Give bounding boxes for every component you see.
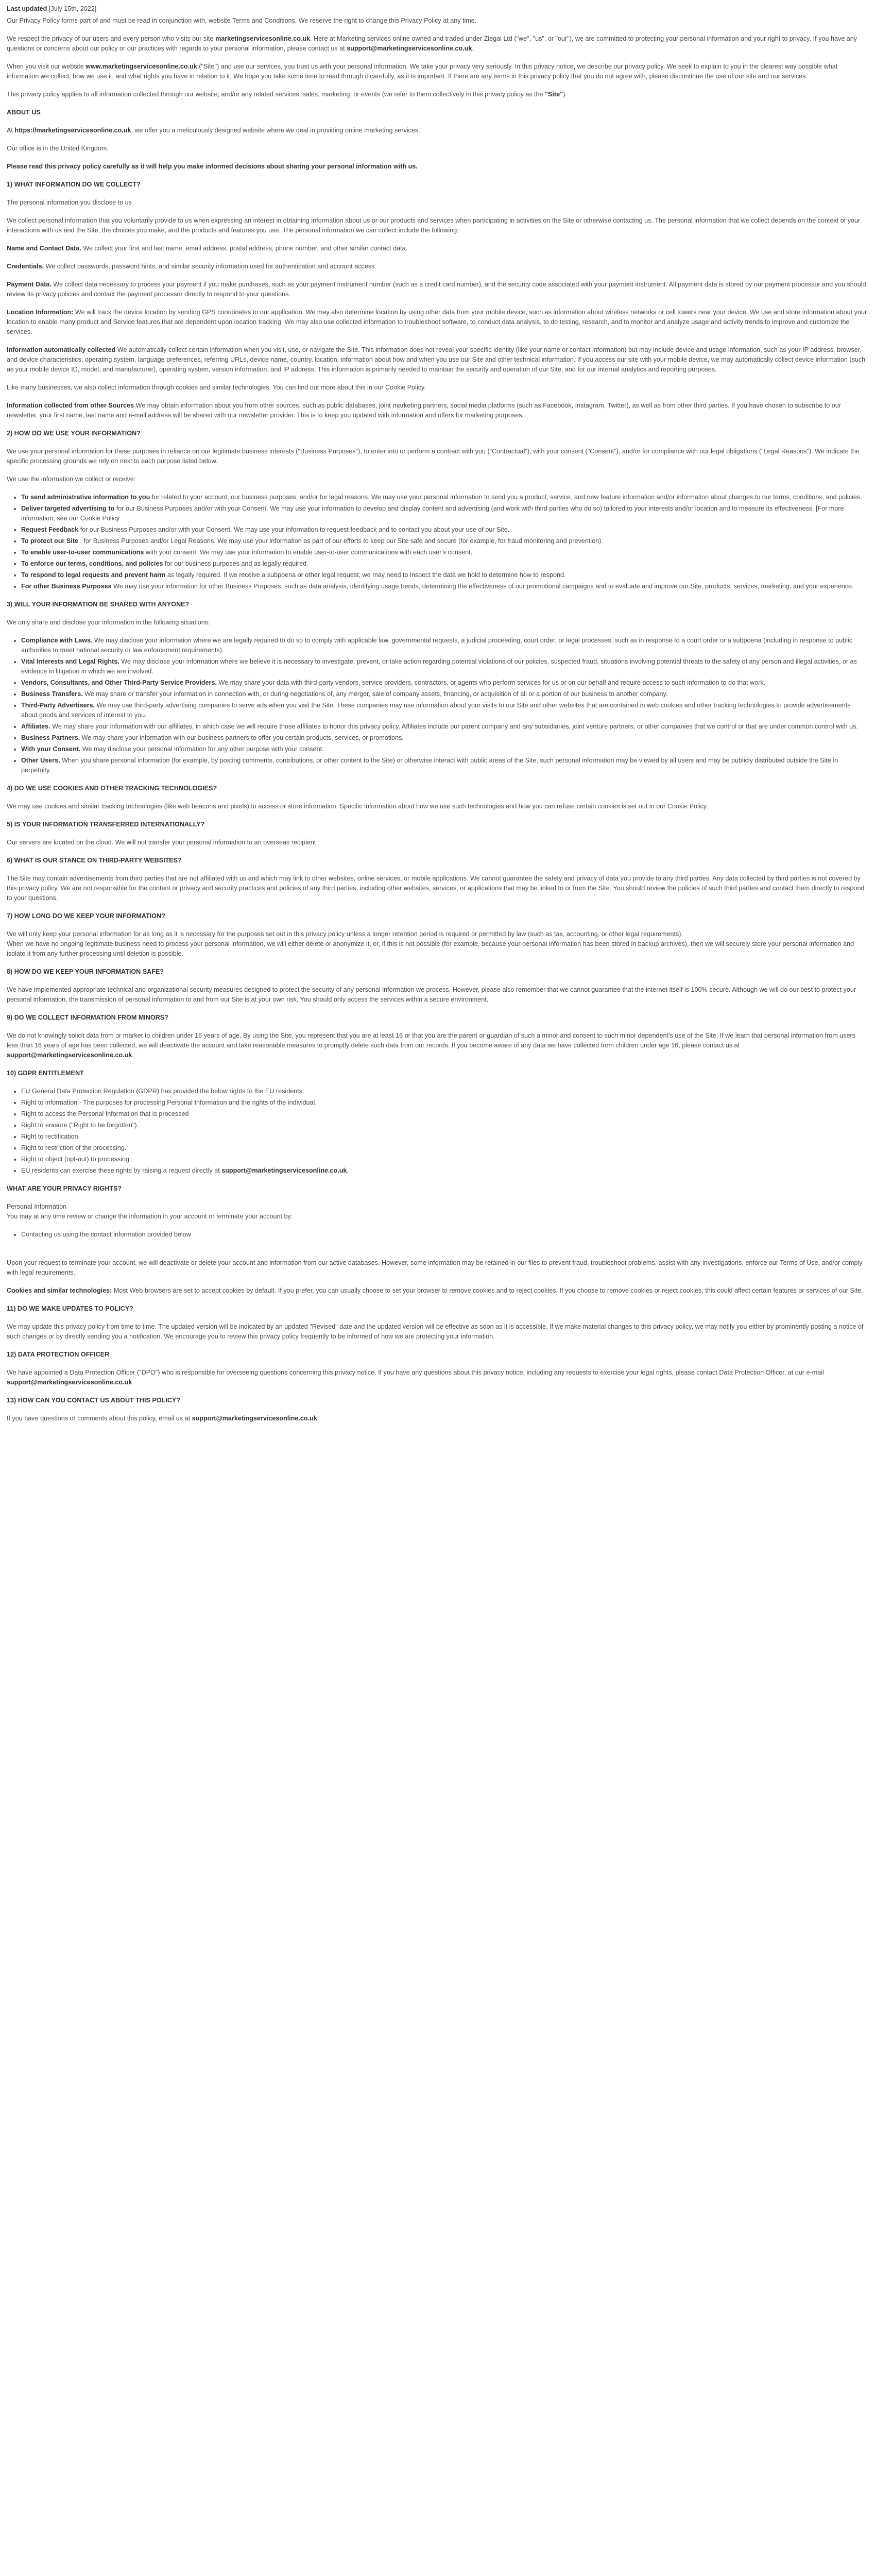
- intro-paragraph-1: Our Privacy Policy forms part of and must be read in conjunction with, website Terms and Conditions. We reserve the right to change this Privacy Policy at any time.: [7, 17, 477, 24]
- about-heading: ABOUT US: [7, 109, 41, 116]
- privacy-rights-paragraph-1: You may at any time review or change the information in your account or terminate your account by:: [7, 1213, 293, 1220]
- about-paragraph-3: Please read this privacy policy carefully as it will help you make informed decisions about sharing your personal information with us.: [7, 163, 418, 170]
- list-item: • With your Consent. We may disclose your personal information for any other purpose with your consent.: [21, 744, 868, 754]
- privacy-rights-list: [7, 1230, 868, 1240]
- list-item: • Right to object (opt-out) to processing.: [21, 1155, 868, 1164]
- section-4-paragraph: We may use cookies and similar tracking technologies (like web beacons and pixels) to access or store information. Specific information about how we use such technologies and how you can refuse certain cookies is set out in our Cookie Policy.: [7, 803, 708, 810]
- list-item: • To send administrative information to you for related to your account, our business purposes, and/or for legal reasons. We may use your personal information to send you a product, service, and new feature information and/or information about changes to our terms, conditions, and policies.: [21, 493, 868, 502]
- sharing-list: [7, 636, 868, 775]
- list-item: • EU General Data Protection Regulation (GDPR) has provided the below rights to the EU residents:: [21, 1087, 868, 1096]
- section-8-paragraph: We have implemented appropriate technical and organizational security measures designed to protect the security of any personal information we process. However, please also remember that we cannot guarantee that the internet itself is 100% secure. Although we will do our best to protect your personal information, the transmission of personal information to and from our Site is at your own risk. You should only access the services within a secure environment.: [7, 986, 856, 1003]
- list-item: • Right to rectification.: [21, 1132, 868, 1142]
- cookies-technologies: Cookies and similar technologies: Most Web browsers are set to accept cookies by default. If you prefer, you can usually choose to set your browser to remove cookies and to reject cookies. If you choose to remove cookies or reject cookies, this could affect certain features or services of our Site.: [7, 1287, 863, 1294]
- section-9-paragraph: We do not knowingly solicit data from or market to children under 16 years of age. By using the Site, you represent that you are at least 16 or that you are the parent or guardian of such a minor and consent to such minor dependent's use of the Site. If we learn that personal information from users less than 16 years of age has been collected, we will deactivate the account and take reasonable measures to promptly delete such data from our records. If you become aware of any data we have collected from children under age 16, please contact us at support@marketingservicesonline.co.uk.: [7, 1032, 855, 1059]
- section-5-heading: 5) IS YOUR INFORMATION TRANSFERRED INTERNATIONALLY?: [7, 821, 205, 828]
- section-3-paragraph: We only share and disclose your information in the following situations:: [7, 619, 210, 626]
- list-item: • Right to erasure ("Right to be forgotten").: [21, 1121, 868, 1130]
- list-item: • Business Transfers. We may share or transfer your information in connection with, or during negotiations of, any merger, sale of company assets, financing, or acquisition of all or a portion of our business to another company.: [21, 689, 868, 699]
- section-6-heading: 6) WHAT IS OUR STANCE ON THIRD-PARTY WEBSITES?: [7, 857, 182, 864]
- list-item: • Compliance with Laws. We may disclose your information where we are legally required to do so to comply with applicable law, governmental requests, a judicial proceeding, court order, or legal processes, such as in response to a court order or a subpoena (including in response to public authorities to meet national security or law enforcement requirements).: [21, 636, 868, 655]
- support-email-link[interactable]: support@marketingservicesonline.co.uk: [221, 1167, 347, 1174]
- gdpr-list: [7, 1087, 868, 1176]
- list-item: • Business Partners. We may share your information with our business partners to offer you certain products, services, or promotions.: [21, 733, 868, 743]
- location-information: Location Information: We will track the device location by sending GPS coordinates to our application. We may also determine location by using other data from your mobile device, such as information about wireless networks or cell towers near your device. We use and store information about your location to enable many product and Service features that are dependent upon location tracking. We may also use collected information to troubleshoot software, to conduct data analysis, to do testing, research, and to monitor and analyze usage and activity trends to improve and customize the services.: [7, 309, 867, 335]
- intro-paragraph-4: This privacy policy applies to all information collected through our website, and/or any related services, sales, marketing, or events (we refer to them collectively in this privacy policy as the "Site").: [7, 91, 567, 98]
- site-url: https://marketingservicesonline.co.uk: [14, 127, 131, 134]
- list-item: • Affiliates. We may share your information with our affiliates, in which case we will require those affiliates to honor this privacy policy. Affiliates include our parent company and any subsidiaries, joint venture partners, or other companies that we control or that are under common control with us.: [21, 722, 868, 732]
- section-1-heading: 1) WHAT INFORMATION DO WE COLLECT?: [7, 181, 141, 188]
- support-email-link[interactable]: support@marketingservicesonline.co.uk: [7, 1052, 132, 1059]
- support-email-link[interactable]: support@marketingservicesonline.co.uk: [7, 1379, 132, 1386]
- section-8-heading: 8) HOW DO WE KEEP YOUR INFORMATION SAFE?: [7, 968, 164, 975]
- section-10-heading: 10) GDPR ENTITLEMENT: [7, 1070, 84, 1077]
- list-item: • To enable user-to-user communications with your consent. We may use your information to enable user-to-user communications with each user's consent.: [21, 548, 868, 557]
- section-11-paragraph: We may update this privacy policy from time to time. The updated version will be indicated by an updated "Revised" date and the updated version will be effective as soon as it is accessible. If we make material changes to this privacy policy, we may notify you either by prominently posting a notice of such changes or by directly sending you a notification. We encourage you to review this privacy policy frequently to be informed of how we are protecting your information.: [7, 1323, 864, 1340]
- list-item: • To enforce our terms, conditions, and policies for our business purposes and as legally required.: [21, 559, 868, 569]
- section-2-paragraph-2: We use the information we collect or receive:: [7, 476, 136, 483]
- section-13-heading: 13) HOW CAN YOU CONTACT US ABOUT THIS POLICY?: [7, 1397, 181, 1404]
- list-item: • Other Users. When you share personal information (for example, by posting comments, contributions, or other content to the Site) or otherwise interact with public areas of the Site, such personal information may be viewed by all users and may be publicly distributed outside the Site in perpetuity.: [21, 756, 868, 775]
- list-item: • Third-Party Advertisers. We may use third-party advertising companies to serve ads when you visit the Site. These companies may use information about your visits to our Site and other websites that are contained in web cookies and other tracking technologies to provide advertisements about goods and services of interest to you.: [21, 701, 868, 720]
- automatic-information: Information automatically collected We automatically collect certain information when you visit, use, or navigate the Site. This information does not reveal your specific identity (like your name or contact information) but may include device and usage information, such as your IP address, browser, and device characteristics, operating system, language preferences, referring URLs, device name, country, location, information about how and when you use our Site and other technical information. If you access our site with your mobile device, we may automatically collect device information (such as your mobile device ID, model, and manufacturer), operating system, version information, and IP address. This information is primarily needed to maintain the security and operation of our Site, and for our internal analytics and reporting purposes.: [7, 346, 866, 373]
- last-updated: [7, 4, 868, 14]
- list-item: • To protect our Site , for Business Purposes and/or Legal Reasons. We may use your information as part of our efforts to keep our Site safe and secure (for example, for fraud monitoring and prevention).: [21, 536, 868, 546]
- about-paragraph-2: Our office is in the United Kingdom.: [7, 145, 109, 152]
- intro-paragraph-3: When you visit our website www.marketingservicesonline.co.uk ("Site") and use our services, you trust us with your personal information. We take your privacy very seriously. In this privacy notice, we describe our privacy policy. We seek to explain to you in the clearest way possible what information we collect, how we use it, and what rights you have in relation to it. We hope you take some time to read through it carefully, as it is important. If there are any terms in this privacy policy that you do not agree with, please discontinue the use of our site and our services.: [7, 63, 838, 80]
- section-5-paragraph: Our servers are located on the cloud. We will not transfer your personal information to an overseas recipient: [7, 839, 316, 846]
- section-12-heading: 12) DATA PROTECTION OFFICER: [7, 1351, 110, 1358]
- section-3-heading: 3) WILL YOUR INFORMATION BE SHARED WITH ANYONE?: [7, 601, 190, 608]
- list-item: • Right to restriction of the processing.: [21, 1143, 868, 1153]
- intro-paragraph-2: We respect the privacy of our users and every person who visits our site marketingservicesonline.co.uk. Here at Marketing services online owned and traded under Ziegal Ltd ("we", "us", or "our"), we are committed to protecting your personal information and your right to privacy. If you have any questions or concerns about our policy or our practices with regards to your personal information, please contact us at support@marketingservicesonline.co.uk.: [7, 35, 857, 52]
- support-email-link[interactable]: support@marketingservicesonline.co.uk: [347, 45, 472, 52]
- personal-information-subheading: Personal Information: [7, 1203, 67, 1210]
- list-item: • EU residents can exercise these rights by raising a request directly at support@marketingservicesonline.co.uk.: [21, 1166, 868, 1176]
- cookies-note: Like many businesses, we also collect information through cookies and similar technologies. You can find out more about this in our Cookie Policy.: [7, 384, 426, 391]
- name-contact-data: Name and Contact Data. We collect your first and last name, email address, postal address, phone number, and other similar contact data.: [7, 245, 408, 252]
- payment-data: Payment Data. We collect data necessary to process your payment if you make purchases, such as your payment instrument number (such as a credit card number), and the security code associated with your payment instrument. All payment data is stored by our payment processor and you should review its privacy policies and contact the payment processor directly to respond to your questions.: [7, 281, 866, 298]
- site-url: www.marketingservicesonline.co.uk: [85, 63, 197, 70]
- section-2-paragraph-1: We use your personal information for these purposes in reliance on our legitimate business interests ("Business Purposes"), to enter into or perform a contract with you ("Contractual"), with your consent ("Consent"), and/or for compliance with our legal obligations ("Legal Reasons"). We indicate the specific processing grounds we rely on next to each purpose listed below.: [7, 448, 860, 465]
- list-item: • Vendors, Consultants, and Other Third-Party Service Providers. We may share your data with third-party vendors, service providers, contractors, or agents who perform services for us or on our behalf and require access to such information to do that work.: [21, 678, 868, 688]
- section-4-heading: 4) DO WE USE COOKIES AND OTHER TRACKING TECHNOLOGIES?: [7, 785, 217, 792]
- list-item: • Request Feedback for our Business Purposes and/or with your Consent. We may use your information to request feedback and to contact you about your use of our Site.: [21, 525, 868, 535]
- privacy-rights-heading: WHAT ARE YOUR PRIVACY RIGHTS?: [7, 1185, 122, 1192]
- list-item: • For other Business Purposes We may use your information for other Business Purposes, such as data analysis, identifying usage trends, determining the effectiveness of our promotional campaigns and to evaluate and improve our Site, products, services, marketing, and your experience.: [21, 582, 868, 591]
- section-7-paragraph: We will only keep your personal information for as long as it is necessary for the purposes set out in this privacy policy unless a longer retention period is required or permitted by law (such as tax, accounting, or other legal requirements).: [7, 930, 683, 938]
- section-7-heading: 7) HOW LONG DO WE KEEP YOUR INFORMATION?: [7, 912, 165, 920]
- about-paragraph-1: At https://marketingservicesonline.co.uk, we offer you a meticulously designed website where we deal in providing online marketing services.: [7, 127, 420, 134]
- section-9-heading: 9) DO WE COLLECT INFORMATION FROM MINORS?: [7, 1014, 168, 1021]
- privacy-rights-paragraph-2: Upon your request to terminate your account, we will deactivate or delete your account and information from our active databases. However, some information may be retained in our files to prevent fraud, troubleshoot problems, assist with any investigations, enforce our Terms of Use, and/or comply with legal requirements.: [7, 1259, 863, 1276]
- support-email-link[interactable]: support@marketingservicesonline.co.uk: [192, 1415, 317, 1422]
- section-12-paragraph: We have appointed a Data Protection Officer ("DPO") who is responsible for overseeing questions concerning this privacy notice. If you have any questions about this privacy notice, including any requests to exercise your legal rights, please contact Data Protection Officer, at our e-mail support@marketingservicesonline.co.uk: [7, 1369, 824, 1386]
- site-domain: marketingservicesonline.co.uk: [215, 35, 311, 42]
- section-1-subheading: The personal information you disclose to us: [7, 199, 132, 206]
- section-11-heading: 11) DO WE MAKE UPDATES TO POLICY?: [7, 1305, 133, 1312]
- section-7-paragraph-2: When we have no ongoing legitimate business need to process your personal information, we will either delete or anonymize it, or, if this is not possible (for example, because your personal information has been stored in backup archives), then we will securely store your personal information and isolate it from any further processing until deletion is possible.: [7, 940, 854, 957]
- credentials: Credentials. We collect passwords, password hints, and similar security information used for authentication and account access.: [7, 263, 376, 270]
- section-1-paragraph: We collect personal information that you voluntarily provide to us when expressing an interest in obtaining information about us or our products and services when participating in activities on the Site or otherwise contacting us. The personal information that we collect depends on the context of your interactions with us and the Site, the choices you make, and the products and features you use. The personal information we can collect include the following:: [7, 217, 861, 234]
- section-13-paragraph: If you have questions or comments about this policy, email us at support@marketingservicesonline.co.uk.: [7, 1415, 319, 1422]
- list-item: • To respond to legal requests and prevent harm as legally required. If we receive a subpoena or other legal request, we may need to inspect the data we hold to determine how to respond.: [21, 570, 868, 580]
- usage-list: [7, 493, 868, 591]
- other-sources: Information collected from other Sources We may obtain information about you from other sources, such as public databases, joint marketing partners, social media platforms (such as Facebook, Instagram, Twitter), as well as from other third parties. If you have chosen to subscribe to our newsletter, your first name, last name and e-mail address will be shared with our newsletter provider. This is to keep you updated with information and offers for marketing purposes.: [7, 402, 841, 419]
- last-updated-date: [July 15th, 2022]: [48, 5, 97, 12]
- list-item: • Right to access the Personal Information that is processed: [21, 1109, 868, 1119]
- list-item: • Vital Interests and Legal Rights. We may disclose your information where we believe it is necessary to investigate, prevent, or take action regarding potential violations of our policies, suspected fraud, situations involving potential threats to the safety of any person and illegal activities, or as evidence in litigation in which we are involved.: [21, 657, 868, 676]
- section-2-heading: 2) HOW DO WE USE YOUR INFORMATION?: [7, 430, 141, 437]
- list-item: • Right to information - The purposes for processing Personal Information and the rights of the individual.: [21, 1098, 868, 1108]
- list-item: • Contacting us using the contact information provided below: [21, 1230, 868, 1240]
- section-6-paragraph: The Site may contain advertisements from third parties that are not affiliated with us and which may link to other websites, online services, or mobile applications. We cannot guarantee the safety and privacy of data you provide to any third parties. Any data collected by third parties is not covered by this privacy policy. We are not responsible for the content or privacy and security practices and policies of any third parties, including other websites, services, or applications that may be linked to or from the Site. You should review the policies of such third parties and contact them directly to respond to your questions.: [7, 875, 865, 902]
- list-item: • Deliver targeted advertising to for our Business Purposes and/or with your Consent. We may use your information to develop and display content and advertising (and work with third parties who do so) tailored to your interests and/or location and to measure its effectiveness. [For more information, see our Cookie Policy: [21, 504, 868, 523]
- last-updated-label: Last updated: [7, 5, 47, 12]
